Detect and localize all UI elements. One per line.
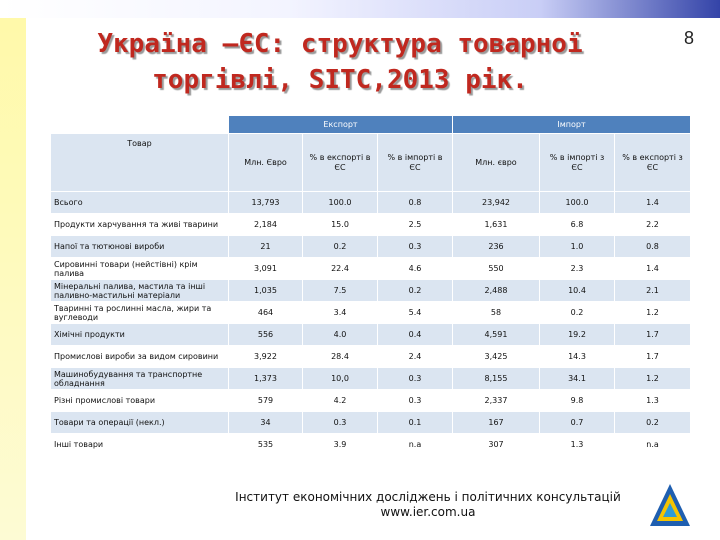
cell-export-share: 15.0 [303, 214, 378, 236]
table-row [51, 192, 691, 214]
cell-product: Промислові вироби за видом сировини [51, 346, 229, 368]
cell-eu-import-share: 0.3 [378, 390, 453, 412]
cell-export-mln: 21 [229, 236, 303, 258]
column-header-product: Товар [51, 134, 229, 192]
slide-title-line2: торгівлі, SITC,2013 рік. [152, 65, 528, 95]
cell-import-mln: 2,337 [453, 390, 540, 412]
footer-institute [230, 490, 626, 520]
cell-export-mln: 3,091 [229, 258, 303, 280]
cell-export-share: 28.4 [303, 346, 378, 368]
table-row [51, 412, 691, 434]
cell-import-share: 100.0 [540, 192, 615, 214]
cell-import-share: 14.3 [540, 346, 615, 368]
footer-website: www.ier.com.ua [380, 505, 476, 519]
cell-import-mln: 8,155 [453, 368, 540, 390]
cell-eu-import-share: 0.3 [378, 368, 453, 390]
cell-import-mln: 167 [453, 412, 540, 434]
cell-eu-import-share: 0.4 [378, 324, 453, 346]
cell-eu-import-share: 0.2 [378, 280, 453, 302]
cell-export-mln: 34 [229, 412, 303, 434]
column-header-eu-export-share: % в експорті з ЄС [615, 134, 691, 192]
cell-product: Товари та операції (некл.) [51, 412, 229, 434]
cell-export-mln: 535 [229, 434, 303, 456]
cell-product: Продукти харчування та живі тварини [51, 214, 229, 236]
cell-eu-export-share: n.a [615, 434, 691, 456]
cell-eu-export-share: 0.2 [615, 412, 691, 434]
table-row [51, 368, 691, 390]
slide-number: 8 [683, 28, 694, 48]
cell-import-share: 2.3 [540, 258, 615, 280]
cell-export-mln: 3,922 [229, 346, 303, 368]
cell-import-share: 34.1 [540, 368, 615, 390]
cell-eu-export-share: 1.2 [615, 302, 691, 324]
cell-eu-import-share: 0.8 [378, 192, 453, 214]
table-row [51, 302, 691, 324]
cell-eu-export-share: 1.7 [615, 324, 691, 346]
cell-eu-import-share: 4.6 [378, 258, 453, 280]
cell-import-share: 0.2 [540, 302, 615, 324]
cell-import-mln: 1,631 [453, 214, 540, 236]
group-header-import: Імпорт [453, 116, 691, 134]
column-header-eu-import-share: % в імпорті в ЄС [378, 134, 453, 192]
cell-import-mln: 2,488 [453, 280, 540, 302]
table-row [51, 346, 691, 368]
cell-import-mln: 23,942 [453, 192, 540, 214]
cell-eu-import-share: 2.4 [378, 346, 453, 368]
cell-eu-export-share: 2.1 [615, 280, 691, 302]
table-row [51, 280, 691, 302]
cell-eu-export-share: 2.2 [615, 214, 691, 236]
cell-product: Машинобудування та транспортне обладнання [51, 368, 229, 390]
cell-eu-export-share: 0.8 [615, 236, 691, 258]
cell-import-share: 10.4 [540, 280, 615, 302]
slide-title [40, 26, 640, 98]
column-header-import-share: % в імпорті з ЄС [540, 134, 615, 192]
cell-export-share: 4.0 [303, 324, 378, 346]
cell-import-share: 6.8 [540, 214, 615, 236]
cell-product: Напої та тютюнові вироби [51, 236, 229, 258]
cell-import-share: 1.0 [540, 236, 615, 258]
cell-eu-export-share: 1.4 [615, 192, 691, 214]
cell-export-mln: 13,793 [229, 192, 303, 214]
table-row [51, 214, 691, 236]
cell-import-share: 1.3 [540, 434, 615, 456]
cell-export-share: 22.4 [303, 258, 378, 280]
column-header-export-mln: Млн. Євро [229, 134, 303, 192]
cell-import-share: 0.7 [540, 412, 615, 434]
trade-structure-table [50, 115, 691, 456]
table-row [51, 324, 691, 346]
cell-eu-export-share: 1.4 [615, 258, 691, 280]
cell-eu-export-share: 1.7 [615, 346, 691, 368]
cell-product: Різні промислові товари [51, 390, 229, 412]
cell-eu-import-share: 0.3 [378, 236, 453, 258]
cell-export-share: 4.2 [303, 390, 378, 412]
cell-eu-import-share: 5.4 [378, 302, 453, 324]
left-decor-band [0, 0, 26, 540]
cell-export-share: 7.5 [303, 280, 378, 302]
cell-product: Інші товари [51, 434, 229, 456]
cell-export-mln: 2,184 [229, 214, 303, 236]
cell-product: Сировинні товари (нейстівні) крім палива [51, 258, 229, 280]
cell-export-mln: 579 [229, 390, 303, 412]
cell-import-mln: 307 [453, 434, 540, 456]
top-decor-band [0, 0, 720, 18]
cell-export-mln: 1,035 [229, 280, 303, 302]
cell-eu-export-share: 1.2 [615, 368, 691, 390]
table-column-header [51, 134, 691, 192]
group-header-export: Експорт [229, 116, 453, 134]
cell-product: Хімічні продукти [51, 324, 229, 346]
table-row [51, 434, 691, 456]
cell-product: Тваринні та рослинні масла, жири та вуглеводи [51, 302, 229, 324]
cell-export-share: 3.4 [303, 302, 378, 324]
cell-export-mln: 1,373 [229, 368, 303, 390]
cell-import-share: 19.2 [540, 324, 615, 346]
column-header-import-mln: Млн. євро [453, 134, 540, 192]
cell-import-mln: 550 [453, 258, 540, 280]
cell-export-share: 10,0 [303, 368, 378, 390]
slide-title-line1: Україна –ЄС: структура товарної [97, 29, 583, 59]
table-group-header [51, 116, 691, 134]
cell-eu-import-share: 2.5 [378, 214, 453, 236]
cell-product: Мінеральні палива, мастила та інші паливно-мастильні матеріали [51, 280, 229, 302]
cell-export-share: 100.0 [303, 192, 378, 214]
cell-import-mln: 4,591 [453, 324, 540, 346]
table-row [51, 258, 691, 280]
cell-import-mln: 58 [453, 302, 540, 324]
cell-eu-export-share: 1.3 [615, 390, 691, 412]
cell-export-mln: 556 [229, 324, 303, 346]
cell-product: Всього [51, 192, 229, 214]
cell-import-mln: 3,425 [453, 346, 540, 368]
footer-institute-name: Інститут економічних досліджень і політичних консультацій [235, 490, 621, 504]
cell-eu-import-share: 0.1 [378, 412, 453, 434]
column-header-export-share: % в експорті в ЄС [303, 134, 378, 192]
cell-import-share: 9.8 [540, 390, 615, 412]
cell-export-share: 0.3 [303, 412, 378, 434]
table-row [51, 236, 691, 258]
table-row [51, 390, 691, 412]
group-header-blank [51, 116, 229, 134]
cell-export-share: 0.2 [303, 236, 378, 258]
ier-triangle-logo-icon [648, 482, 692, 528]
cell-import-mln: 236 [453, 236, 540, 258]
cell-export-mln: 464 [229, 302, 303, 324]
cell-export-share: 3.9 [303, 434, 378, 456]
cell-eu-import-share: n.a [378, 434, 453, 456]
